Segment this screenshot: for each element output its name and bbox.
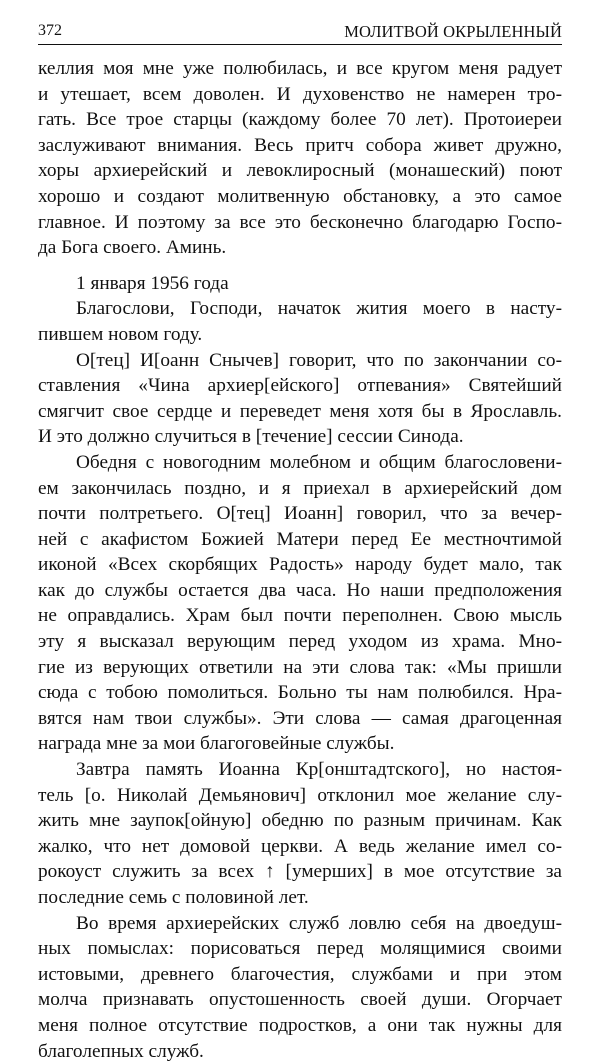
text-line: заслуживают внимания. Весь притч собора живет дружно, (38, 134, 562, 156)
text-line: иконой «Всех скорбящих Радость» народу будет мало, так (38, 554, 562, 576)
text-line: молча признавать опустошенность своей души. Огорчает (38, 989, 562, 1011)
text-line: ных помыслах: порисоваться перед молящимися своими (38, 938, 562, 960)
paragraph (38, 911, 562, 1064)
page-body (38, 56, 562, 1064)
text-line: пившем новом году. (38, 323, 203, 345)
paragraph (38, 296, 562, 347)
text-line: гие из верующих ответили на эти слова так: «Мы пришли (38, 656, 562, 678)
paragraph (38, 56, 562, 261)
text-line: да Бога своего. Аминь. (38, 237, 227, 259)
text-line: келлия моя мне уже полюбилась, и все кругом меня радует (38, 58, 562, 79)
text-line: Благослови, Господи, начаток жития моего в насту- (76, 298, 562, 320)
text-line: ней с акафистом Божией Матери перед Ее местночтимой (38, 528, 562, 550)
text-line: И это должно случиться в [течение] сессии Синода. (38, 426, 464, 448)
text-line: не оправдались. Храм был почти переполнен. Свою мысль (38, 605, 562, 627)
text-line: главное. И поэтому за все это бесконечно благодарю Госпо- (38, 211, 562, 233)
date-heading (38, 271, 562, 297)
text-line: гать. Все трое старцы (каждому более 70 лет). Протоиереи (38, 109, 562, 131)
text-line: вятся нам твои службы». Эти слова — самая драгоценная (38, 707, 562, 729)
diary-date: 1 января 1956 года (76, 272, 229, 294)
text-line: Обедня с новогодним молебном и общим благословени- (76, 451, 562, 473)
paragraph (38, 757, 562, 911)
text-line: ставления «Чина архиер[ейского] отпевания» Святейший (38, 375, 562, 397)
text-line: благолепных служб. (38, 1040, 204, 1062)
text-line: смягчит свое сердце и переведет меня хотя бы в Ярославль. (38, 400, 562, 422)
text-line: почти полтретьего. О[тец] Иоанн] говорил, что за вечер- (38, 503, 562, 525)
text-line: хоры архиерейский и левоклиросный (монашеский) поют (38, 160, 562, 182)
text-line: Во время архиерейских служб ловлю себя на двоедуш- (76, 912, 562, 934)
paragraph (38, 348, 562, 450)
text-line: жить мне заупок[ойную] обедню по разным причинам. Как (38, 810, 562, 832)
text-line: О[тец] И[оанн Снычев] говорит, что по закончании со- (76, 349, 562, 371)
text-line: сюда с тобою помолиться. Больно ты нам полюбился. Нра- (38, 682, 562, 704)
text-line: жалко, что нет домовой церкви. А ведь желание имел со- (38, 835, 562, 857)
text-line: ем закончилась поздно, и я приехал в архиерейский дом (38, 477, 562, 499)
text-line: хорошо и создают молитвенную обстановку, а это самое (38, 185, 562, 207)
spacer (38, 261, 562, 271)
text-line: тель [о. Николай Демьянович] отклонил мое желание слу- (38, 784, 562, 806)
text-line: рокоуст служить за всех ↑ [умерших] в мое отсутствие за (38, 861, 562, 883)
text-line: эту я высказал верующим перед уходом из храма. Мно- (38, 631, 562, 653)
text-line: награда мне за мои благоговейные службы. (38, 733, 395, 755)
text-line: как до службы остается два часа. Но наши предположения (38, 579, 562, 601)
text-line: Завтра память Иоанна Кр[онштадтского], но настоя- (76, 759, 562, 781)
paragraph (38, 450, 562, 757)
text-line: истовыми, древнего благочестия, службами и при этом (38, 963, 562, 985)
running-header (38, 22, 562, 45)
text-line: меня полное отсутствие подростков, а они так нужны для (38, 1014, 562, 1036)
page-number: 372 (38, 22, 62, 39)
running-title: МОЛИТВОЙ ОКРЫЛЕННЫЙ (344, 22, 562, 41)
text-line: последние семь с половиной лет. (38, 887, 309, 908)
text-line: и утешает, всем доволен. И духовенство не намерен тро- (38, 83, 562, 105)
